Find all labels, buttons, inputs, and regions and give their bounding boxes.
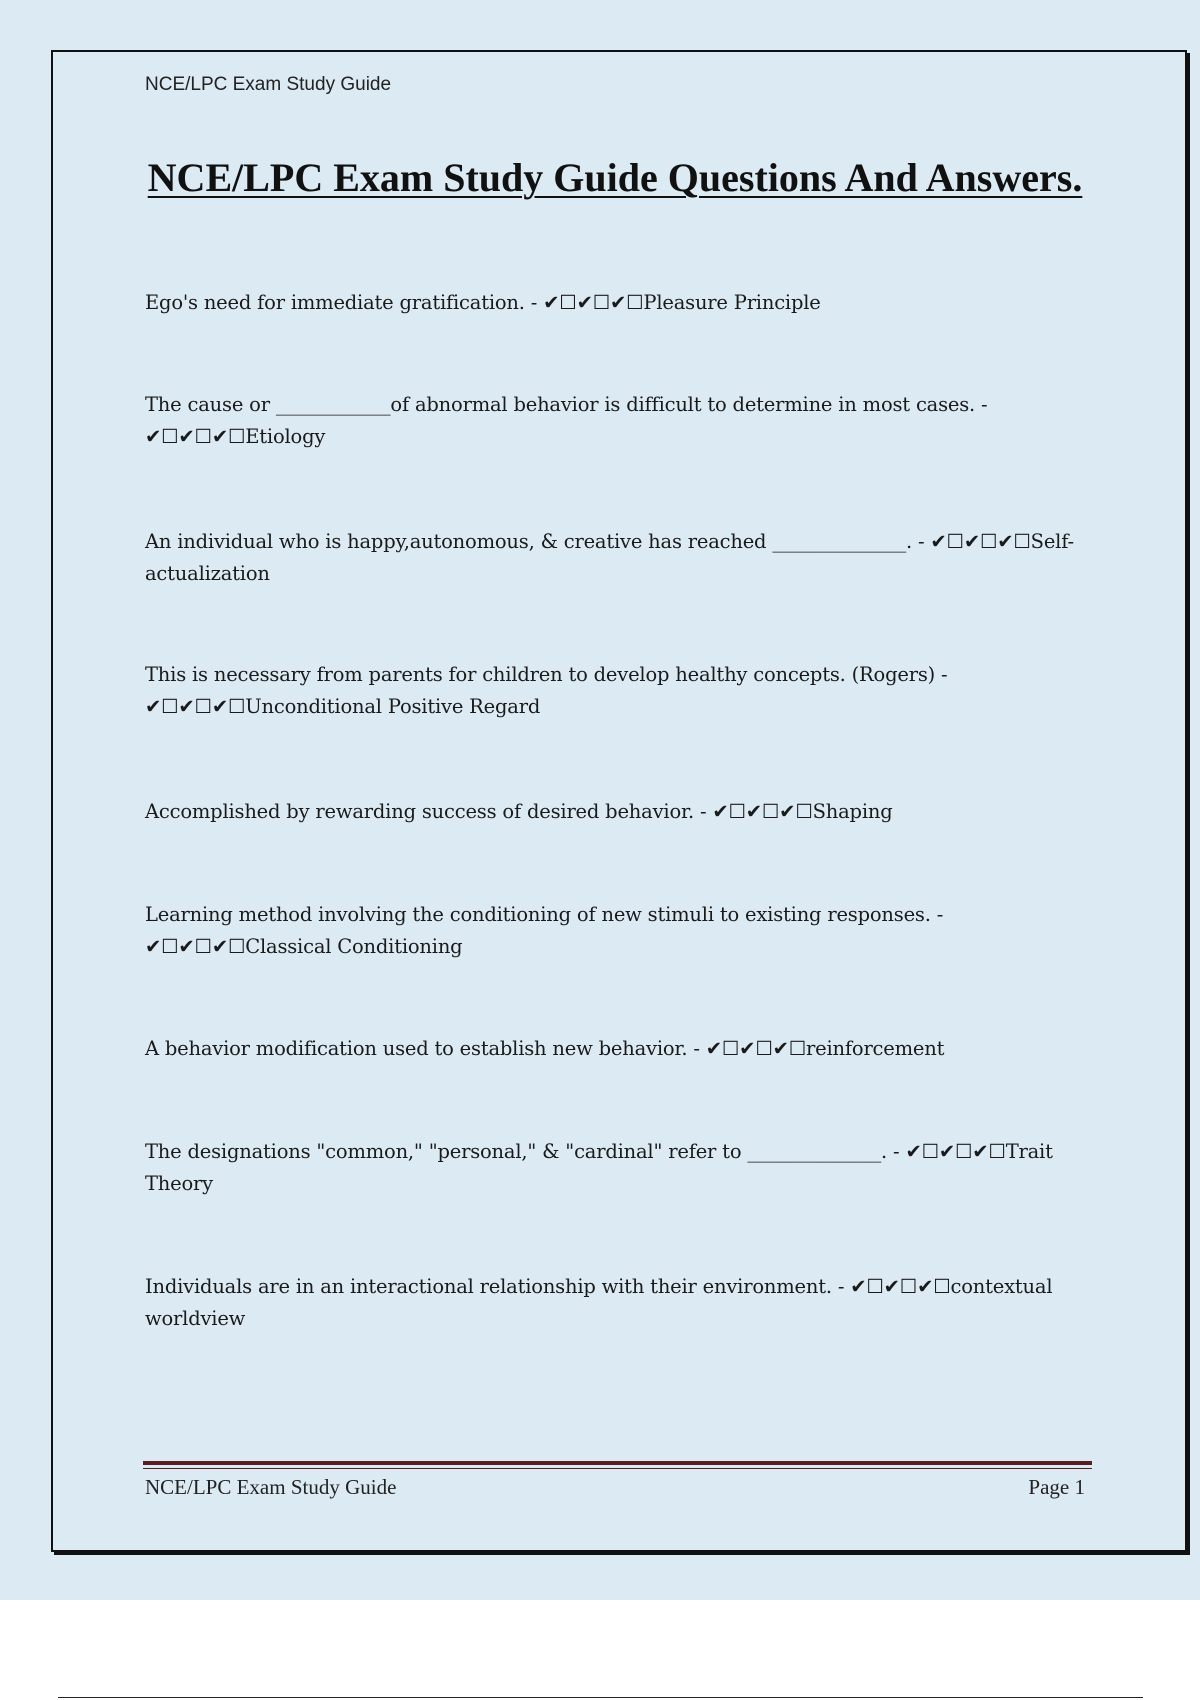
running-header: NCE/LPC Exam Study Guide	[145, 74, 392, 95]
qa-item-3: An individual who is happy,autonomous, & creative has reached ______________. - ✔☐✔☐✔☐Self-actualization	[145, 530, 1074, 585]
next-page-rule	[58, 1697, 1143, 1698]
document-title: NCE/LPC Exam Study Guide Questions And Answers.	[147, 155, 1083, 200]
qa-item-2: The cause or ____________of abnormal behavior is difficult to determine in most cases. - ✔☐✔☐✔☐Etiology	[145, 393, 988, 448]
qa-item-5: Accomplished by rewarding success of desired behavior. - ✔☐✔☐✔☐Shaping	[145, 800, 893, 823]
footer-title: NCE/LPC Exam Study Guide	[145, 1475, 397, 1499]
qa-item-1: Ego's need for immediate gratification. - ✔☐✔☐✔☐Pleasure Principle	[145, 291, 821, 314]
footer-rule-thin	[143, 1468, 1092, 1469]
qa-item-8: The designations "common," "personal," & "cardinal" refer to ______________. - ✔☐✔☐✔☐Trait Theory	[145, 1140, 1053, 1195]
qa-item-9: Individuals are in an interactional relationship with their environment. - ✔☐✔☐✔☐contextual worldview	[145, 1275, 1053, 1330]
page-number: Page 1	[1028, 1475, 1085, 1499]
qa-item-4: This is necessary from parents for children to develop healthy concepts. (Rogers) - ✔☐✔☐✔☐Unconditional Positive Regard	[145, 663, 948, 718]
qa-item-7: A behavior modification used to establish new behavior. - ✔☐✔☐✔☐reinforcement	[145, 1037, 945, 1060]
footer-rule	[143, 1461, 1092, 1465]
qa-item-6: Learning method involving the conditioning of new stimuli to existing responses. - ✔☐✔☐✔☐Classical Conditioning	[145, 903, 944, 958]
